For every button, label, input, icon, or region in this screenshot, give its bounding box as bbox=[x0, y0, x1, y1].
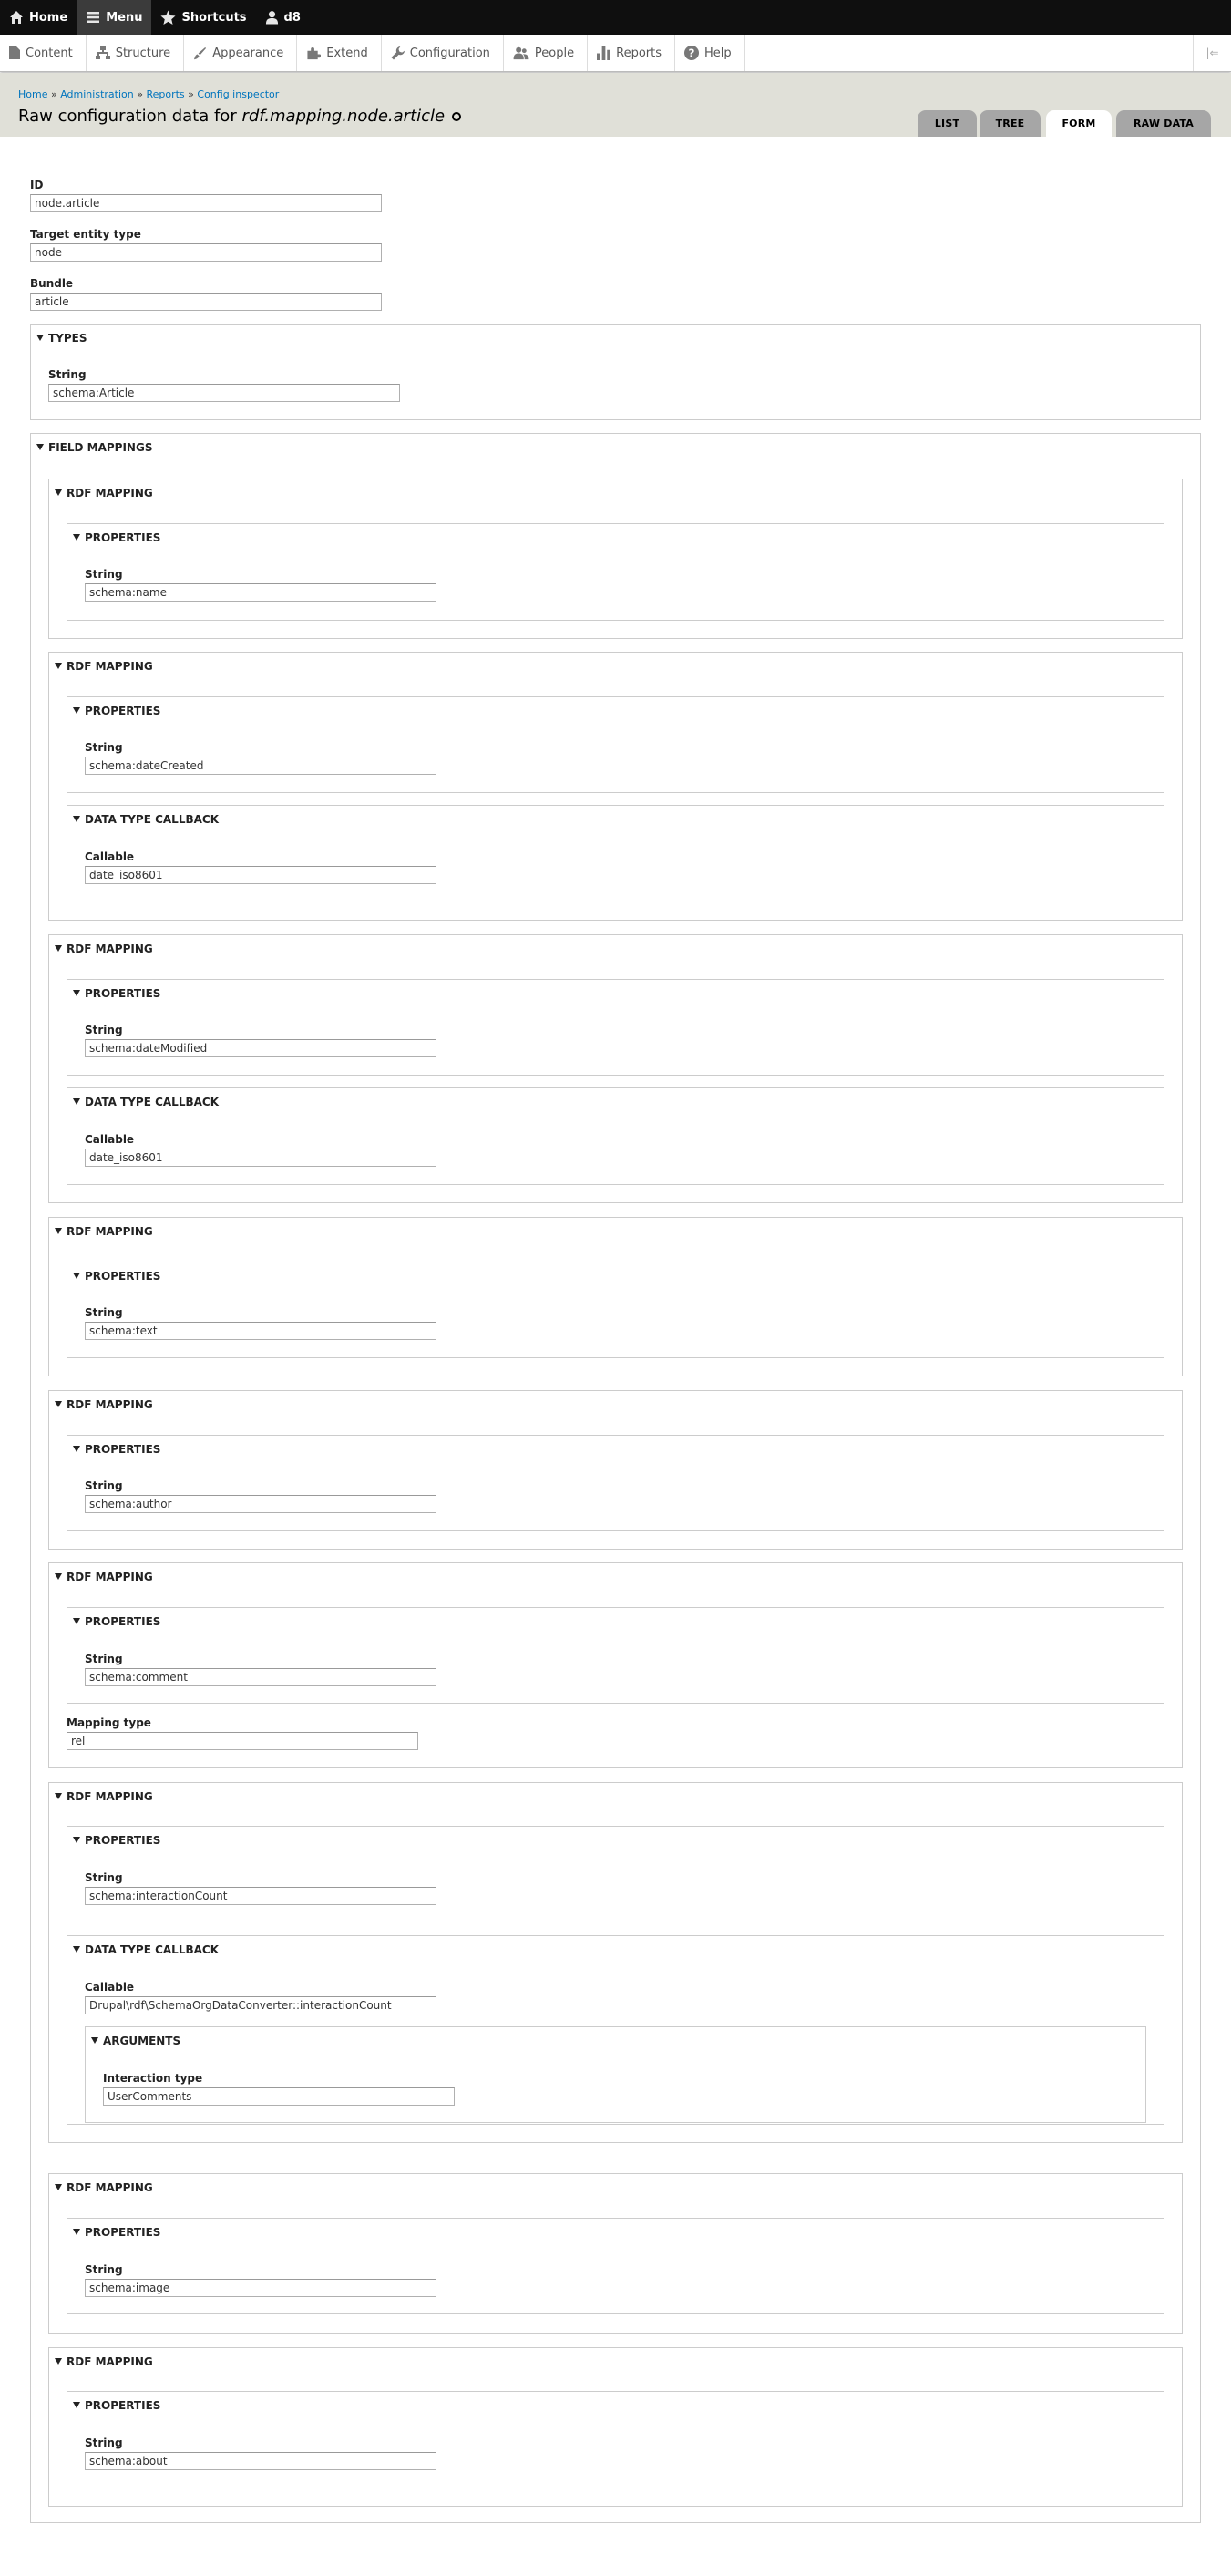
breadcrumb-reports[interactable]: Reports bbox=[146, 88, 185, 100]
rdf-mapping-legend[interactable]: RDF MAPPING bbox=[55, 943, 153, 955]
properties-legend[interactable]: PROPERTIES bbox=[73, 987, 160, 1000]
collapse-triangle-icon bbox=[73, 707, 80, 714]
collapse-triangle-icon bbox=[55, 1401, 62, 1407]
string-input[interactable] bbox=[85, 1039, 436, 1057]
properties-legend[interactable]: PROPERTIES bbox=[73, 705, 160, 717]
properties-legend[interactable]: PROPERTIES bbox=[73, 1615, 160, 1628]
bar-chart-icon bbox=[597, 46, 610, 60]
tab-form[interactable]: FORM bbox=[1046, 110, 1112, 137]
brush-icon bbox=[193, 46, 207, 60]
rdf-mapping-legend[interactable]: RDF MAPPING bbox=[55, 1398, 153, 1411]
tray-structure-label: Structure bbox=[115, 46, 171, 60]
admin-toolbar bbox=[0, 0, 1231, 35]
id-label: ID bbox=[30, 179, 44, 191]
properties-legend[interactable]: PROPERTIES bbox=[73, 531, 160, 544]
callable-input[interactable] bbox=[85, 866, 436, 884]
help-icon bbox=[684, 46, 699, 60]
types-fieldset bbox=[30, 324, 1201, 420]
collapse-triangle-icon bbox=[55, 2184, 62, 2190]
data-type-callback-fieldset bbox=[67, 1087, 1164, 1185]
collapse-triangle-icon bbox=[55, 1793, 62, 1799]
target-entity-type-input[interactable] bbox=[30, 243, 382, 262]
data-type-callback-legend[interactable]: DATA TYPE CALLBACK bbox=[73, 813, 219, 826]
collapse-triangle-icon bbox=[73, 2402, 80, 2408]
string-label: String bbox=[85, 1653, 123, 1665]
string-input[interactable] bbox=[85, 757, 436, 775]
properties-fieldset bbox=[67, 2218, 1164, 2314]
rdf-mapping-legend[interactable]: RDF MAPPING bbox=[55, 487, 153, 500]
collapse-triangle-icon bbox=[73, 990, 80, 996]
properties-legend[interactable]: PROPERTIES bbox=[73, 1270, 160, 1283]
breadcrumb-home[interactable]: Home bbox=[18, 88, 48, 100]
collapse-triangle-icon bbox=[55, 663, 62, 669]
string-input[interactable] bbox=[85, 2279, 436, 2297]
callable-label: Callable bbox=[85, 1133, 135, 1146]
toolbar-home-label: Home bbox=[29, 10, 68, 25]
string-label: String bbox=[85, 1871, 123, 1884]
callable-input[interactable] bbox=[85, 1996, 436, 2014]
collapse-triangle-icon bbox=[73, 816, 80, 822]
toolbar-shortcuts[interactable] bbox=[151, 0, 255, 35]
toolbar-shortcuts-label: Shortcuts bbox=[181, 10, 247, 25]
tray-reports-label: Reports bbox=[616, 46, 662, 60]
arguments-legend[interactable]: ARGUMENTS bbox=[91, 2035, 180, 2047]
mapping-type-label: Mapping type bbox=[67, 1716, 151, 1729]
collapse-triangle-icon bbox=[73, 1446, 80, 1452]
tray-configuration-label: Configuration bbox=[409, 46, 490, 60]
collapse-triangle-icon bbox=[73, 534, 80, 541]
collapse-triangle-icon bbox=[55, 489, 62, 496]
properties-legend[interactable]: PROPERTIES bbox=[73, 1834, 160, 1847]
string-label: String bbox=[85, 1306, 123, 1319]
id-input[interactable] bbox=[30, 194, 382, 212]
callable-label: Callable bbox=[85, 1981, 135, 1994]
collapse-triangle-icon bbox=[55, 2358, 62, 2365]
rdf-mapping-legend[interactable]: RDF MAPPING bbox=[55, 2355, 153, 2368]
string-input[interactable] bbox=[85, 583, 436, 602]
tab-tree[interactable]: TREE bbox=[980, 110, 1041, 137]
star-icon bbox=[160, 10, 176, 26]
bundle-input[interactable] bbox=[30, 293, 382, 311]
types-string-label: String bbox=[48, 368, 87, 381]
rdf-mapping-legend[interactable]: RDF MAPPING bbox=[55, 1571, 153, 1583]
tray-extend-label: Extend bbox=[326, 46, 368, 60]
circle-icon[interactable] bbox=[452, 112, 461, 121]
string-input[interactable] bbox=[85, 1322, 436, 1340]
tray-content[interactable] bbox=[0, 35, 87, 71]
properties-fieldset bbox=[67, 1435, 1164, 1531]
data-type-callback-legend[interactable]: DATA TYPE CALLBACK bbox=[73, 1096, 219, 1108]
string-input[interactable] bbox=[85, 1887, 436, 1905]
collapse-triangle-icon bbox=[73, 1837, 80, 1843]
tab-raw-data[interactable]: RAW DATA bbox=[1116, 110, 1211, 137]
user-icon bbox=[265, 10, 279, 25]
callable-input[interactable] bbox=[85, 1149, 436, 1167]
field-mappings-legend[interactable]: FIELD MAPPINGS bbox=[36, 441, 152, 454]
types-legend[interactable]: TYPES bbox=[36, 332, 87, 345]
rdf-mapping-legend[interactable]: RDF MAPPING bbox=[55, 1790, 153, 1803]
interaction-type-input[interactable] bbox=[103, 2087, 455, 2106]
data-type-callback-fieldset bbox=[67, 805, 1164, 902]
properties-fieldset bbox=[67, 1607, 1164, 1704]
callable-label: Callable bbox=[85, 850, 135, 863]
wrench-icon bbox=[391, 46, 405, 60]
properties-legend[interactable]: PROPERTIES bbox=[73, 1443, 160, 1456]
config-name: rdf.mapping.node.article bbox=[241, 107, 446, 126]
collapse-triangle-icon bbox=[36, 444, 44, 450]
page-title: Raw configuration data for rdf.mapping.node.article bbox=[18, 107, 461, 126]
collapse-triangle-icon bbox=[55, 1228, 62, 1234]
tray-orientation-toggle[interactable]: |⇐ bbox=[1193, 35, 1231, 71]
mapping-type-input[interactable] bbox=[67, 1732, 418, 1750]
interaction-type-label: Interaction type bbox=[103, 2072, 203, 2085]
bundle-label: Bundle bbox=[30, 277, 74, 290]
target-entity-type-label: Target entity type bbox=[30, 228, 141, 241]
rdf-mapping-legend[interactable]: RDF MAPPING bbox=[55, 1225, 153, 1238]
collapse-triangle-icon bbox=[73, 1273, 80, 1279]
collapse-triangle-icon bbox=[55, 1573, 62, 1580]
toolbar-user-label: d8 bbox=[283, 10, 301, 25]
collapse-triangle-icon bbox=[73, 2229, 80, 2235]
properties-fieldset bbox=[67, 523, 1164, 621]
arguments-fieldset bbox=[85, 2026, 1146, 2123]
properties-fieldset bbox=[67, 2391, 1164, 2488]
toolbar-home[interactable] bbox=[0, 0, 77, 35]
properties-fieldset bbox=[67, 696, 1164, 793]
file-icon bbox=[9, 46, 20, 59]
toolbar-user[interactable] bbox=[256, 0, 310, 35]
tray-extend[interactable] bbox=[297, 35, 382, 71]
collapse-triangle-icon bbox=[36, 335, 44, 341]
string-input[interactable] bbox=[85, 1668, 436, 1686]
string-input[interactable] bbox=[85, 1495, 436, 1513]
properties-fieldset bbox=[67, 979, 1164, 1076]
breadcrumb: Home » Administration » Reports » Config inspector bbox=[18, 88, 280, 100]
structure-icon bbox=[96, 46, 110, 59]
tray-appearance[interactable] bbox=[184, 35, 297, 71]
svg-text:?: ? bbox=[688, 46, 695, 60]
string-input[interactable] bbox=[85, 2452, 436, 2470]
puzzle-icon bbox=[306, 46, 321, 60]
tray-people-label: People bbox=[534, 46, 575, 60]
tray-help-label: Help bbox=[704, 46, 732, 60]
rdf-mapping-legend[interactable]: RDF MAPPING bbox=[55, 2181, 153, 2194]
string-label: String bbox=[85, 741, 123, 754]
string-label: String bbox=[85, 1024, 123, 1036]
types-string-input[interactable] bbox=[48, 384, 400, 402]
rdf-mapping-legend[interactable]: RDF MAPPING bbox=[55, 660, 153, 673]
collapse-triangle-icon bbox=[73, 1098, 80, 1105]
toolbar-menu[interactable] bbox=[77, 0, 151, 35]
string-label: String bbox=[85, 1479, 123, 1492]
collapse-triangle-icon bbox=[55, 945, 62, 952]
menu-icon bbox=[86, 10, 100, 25]
string-label: String bbox=[85, 568, 123, 581]
home-icon bbox=[9, 10, 24, 25]
toolbar-menu-label: Menu bbox=[106, 10, 143, 25]
collapse-triangle-icon bbox=[91, 2037, 98, 2044]
tray-reports[interactable] bbox=[588, 35, 675, 71]
breadcrumb-administration[interactable]: Administration bbox=[60, 88, 134, 100]
tab-list[interactable]: LIST bbox=[918, 110, 977, 137]
tray-content-label: Content bbox=[26, 46, 73, 60]
data-type-callback-legend[interactable]: DATA TYPE CALLBACK bbox=[73, 1943, 219, 1956]
people-icon bbox=[513, 46, 529, 60]
collapse-triangle-icon bbox=[73, 1618, 80, 1624]
properties-legend[interactable]: PROPERTIES bbox=[73, 2399, 160, 2412]
tray-configuration[interactable] bbox=[382, 35, 504, 71]
toolbar-tray bbox=[0, 35, 1231, 72]
properties-fieldset bbox=[67, 1826, 1164, 1922]
properties-fieldset bbox=[67, 1262, 1164, 1358]
properties-legend[interactable]: PROPERTIES bbox=[73, 2226, 160, 2239]
string-label: String bbox=[85, 2437, 123, 2449]
tray-people[interactable] bbox=[504, 35, 588, 71]
collapse-triangle-icon bbox=[73, 1946, 80, 1953]
breadcrumb-config-inspector[interactable]: Config inspector bbox=[197, 88, 280, 100]
tray-structure[interactable] bbox=[87, 35, 184, 71]
tray-help[interactable] bbox=[675, 35, 745, 71]
string-label: String bbox=[85, 2263, 123, 2276]
tray-appearance-label: Appearance bbox=[212, 46, 284, 60]
